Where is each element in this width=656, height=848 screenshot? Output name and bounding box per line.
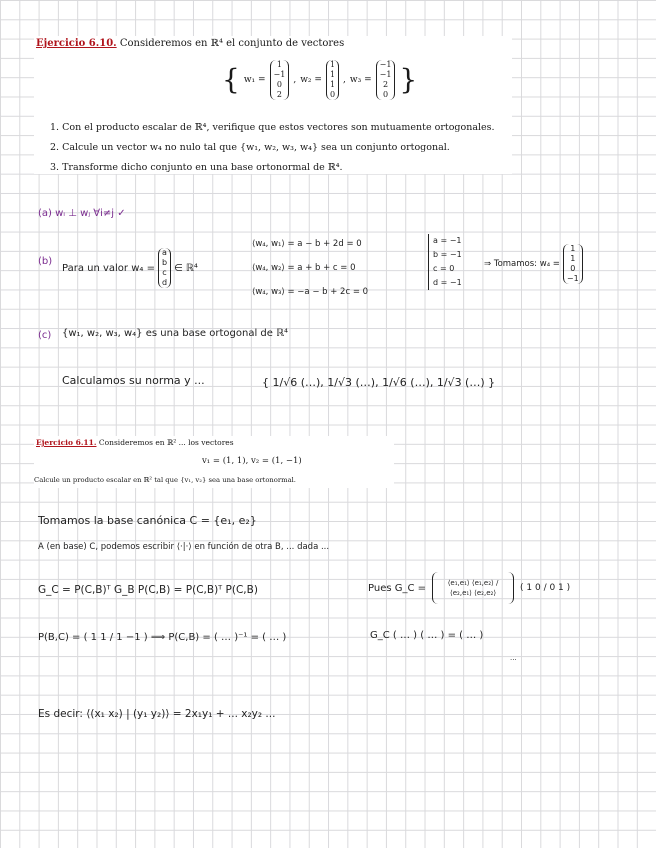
vector-set: { w₁ = 1 −1 0 2 , w₂ = 1 1 1 0 , w₃ = −1 −1 2 0 } [222,60,418,99]
exercise-6-10-block [34,36,512,174]
vector-w1-name: w₁ = [243,75,266,85]
note-b-then: ⇒ Tomamos: w₄ = [484,259,560,269]
note-611-line4c: ... [510,654,517,662]
note-611-gc-label: Pues G_C = [368,582,427,594]
note-b-system: a = −1 b = −1 c = 0 d = −1 [428,234,462,290]
note-b-equations [252,232,368,304]
note-611-line4b: G_C ( … ) ( … ) = ( … ) [370,630,484,641]
item-3: 3. Transforme dicho conjunto en una base ortonormal de ℝ⁴. [50,162,343,173]
note-b-vector: a b c d [158,248,171,288]
exercise-title: Ejercicio 6.10. [36,38,117,49]
note-c-formula: { 1/√6 (…), 1/√3 (…), 1/√6 (…), 1/√3 (…) } [262,376,496,389]
note-b-intro: Para un valor w₄ = [62,262,155,274]
note-611-line3: G_C = P(C,B)ᵀ G_B P(C,B) = P(C,B)ᵀ P(C,B) [38,584,258,596]
exercise-intro: Consideremos en ℝ⁴ el conjunto de vectores [119,38,345,49]
note-b-result [484,244,583,284]
exercise-heading [36,38,344,49]
note-611-line2: A (en base) C, podemos escribir ⟨·|·⟩ en función de otra B, ... dada ... [38,542,330,552]
note-b-label: (b) [38,256,53,267]
w4-result: 1 1 0 −1 [563,244,583,284]
equation-2: ⟨w₄, w₂⟩ = a + b + c = 0 [252,263,356,273]
note-b-in: ∈ ℝ⁴ [174,262,198,274]
note-611-line4: P(B,C) = ( 1 1 / 1 −1 ) ⟹ P(C,B) = ( … )⁻¹ = ( … ) [38,632,287,643]
vector-w1: 1 −1 0 2 [270,60,290,100]
item-1: 1. Con el producto escalar de ℝ⁴, verifique que estos vectores son mutuamente ortogonales. [50,122,495,133]
vector-w3: −1 −1 2 0 [376,60,396,100]
note-611-identity: ( 1 0 / 0 1 ) [520,583,571,593]
note-a: (a) wᵢ ⊥ wⱼ ∀i≠j ✓ [38,208,126,219]
note-611-line1: Tomamos la base canónica C = {e₁, e₂} [38,514,257,527]
item-2: 2. Calcule un vector w₄ no nulo tal que {w₁, w₂, w₃, w₄} sea un conjunto ortogonal. [50,142,450,153]
note-c-text: {w₁, w₂, w₃, w₄} es una base ortogonal de ℝ⁴ [62,328,289,339]
exercise-6-11-vectors: v₁ = (1, 1), v₂ = (1, −1) [202,456,302,466]
note-611-gc [368,572,570,604]
note-b-text [62,248,198,288]
equation-3: ⟨w₄, w₃⟩ = −a − b + 2c = 0 [252,287,369,297]
note-611-line5: Es decir: ⟨(x₁ x₂) | (y₁ y₂)⟩ = 2x₁y₁ + ... x₂y₂ ... [38,708,276,720]
vector-w3-name: w₃ = [349,75,372,85]
note-c-line: Calculamos su norma y ... [62,374,205,387]
exercise-6-11-title: Ejercicio 6.11. [36,438,97,447]
vector-w2: 1 1 1 0 [326,60,339,100]
exercise-6-11-intro: Consideremos en ℝ² ... los vectores [98,438,234,447]
vector-w2-name: w₂ = [300,75,322,85]
exercise-6-11-question: Calcule un producto escalar en ℝ² tal que {v₁, v₂} sea una base ortonormal. [34,476,296,484]
equation-1: ⟨w₄, w₁⟩ = a − b + 2d = 0 [252,239,362,249]
note-611-gc-matrix: ⟨e₁,e₁⟩ ⟨e₁,e₂⟩ / ⟨e₂,e₁⟩ ⟨e₂,e₂⟩ [432,572,514,604]
note-c-label: (c) [38,330,52,341]
exercise-6-11-block [34,436,394,488]
